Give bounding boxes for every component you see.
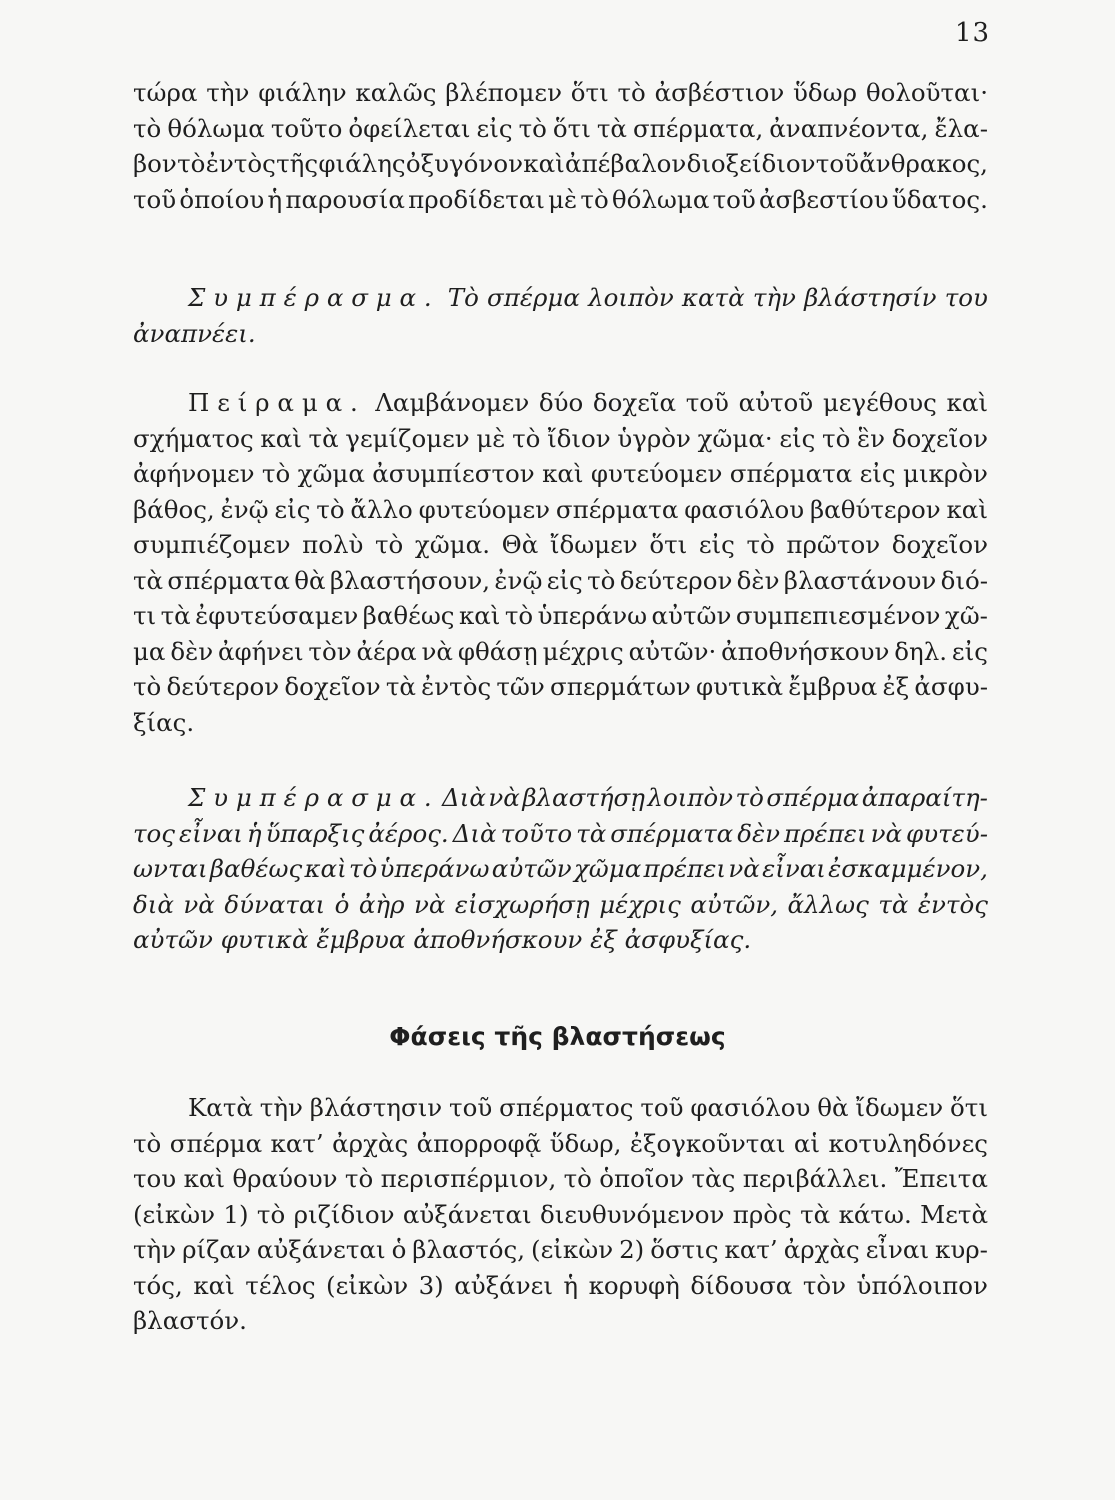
word: 3) — [418, 1270, 444, 1300]
text-line — [133, 669, 988, 705]
word: ἐξογκοῦνται — [629, 1128, 786, 1158]
word: τοῦ — [640, 1093, 684, 1122]
word: καὶ — [193, 1270, 235, 1300]
word: φυτικὰ — [220, 925, 309, 954]
word: εἰς — [859, 459, 896, 488]
word: (εἰκὼν — [133, 1199, 216, 1229]
word: ὑπεράνω — [537, 601, 648, 630]
word: εἰς — [546, 565, 583, 595]
text-line — [133, 182, 988, 218]
paragraph-experiment — [133, 385, 988, 740]
word: ἐνῷ — [494, 565, 543, 595]
text-line — [133, 851, 988, 887]
word: περισπέρμιον, — [380, 1164, 557, 1193]
lead-word: Συμπέρασμα. — [188, 783, 440, 812]
word: καὶ — [183, 1164, 226, 1193]
word: φθάσῃ — [457, 636, 538, 666]
word: ἀρχὰς — [332, 1128, 409, 1158]
conclusion-respiration — [133, 280, 988, 351]
text-line — [133, 316, 988, 352]
word: σπέρματα — [610, 818, 734, 848]
text-line — [133, 385, 988, 421]
conclusion-air — [133, 780, 988, 958]
word: πρέπει — [643, 854, 727, 883]
word: νὰ — [413, 889, 446, 919]
word: καὶ — [542, 459, 584, 488]
word: αὐτῶν· — [628, 636, 717, 666]
word: βλαστός, — [412, 1235, 526, 1264]
word: γεμίζομεν — [345, 423, 470, 453]
word: αὐξάνεται — [402, 1199, 532, 1229]
word: ἀπέβαλον — [565, 149, 687, 178]
word: φυτεύ- — [906, 818, 988, 848]
word: μέχρις — [599, 889, 681, 919]
word: ἐντὸς — [205, 149, 276, 178]
word: δὲν — [170, 636, 214, 666]
word: πρέπει — [784, 818, 867, 848]
word: τὸ — [512, 423, 541, 453]
word: σπερμάτων — [550, 672, 691, 701]
word: ὀξυγόνον — [405, 149, 523, 178]
word: ἀποθνήσκουν — [413, 925, 583, 954]
word: ἐσκαμμένον, — [828, 854, 988, 883]
word: νὰ — [183, 889, 215, 919]
word: δὲν — [736, 565, 780, 595]
word: αὐξάνεται — [256, 1235, 386, 1264]
word: ἴδωμεν — [855, 1093, 944, 1122]
word: δοχεῖον — [891, 530, 988, 559]
word: κορυφὴ — [588, 1270, 680, 1300]
word: νὰ — [421, 636, 453, 666]
word: κυρ- — [935, 1235, 988, 1264]
word: εἰς — [274, 494, 311, 524]
word: ἀποθνήσκουν — [721, 636, 890, 666]
word: νὰ — [488, 783, 520, 812]
word: ἀέρα — [356, 636, 417, 666]
word: ἀσφυξίας. — [624, 925, 752, 954]
word: τοῦτο — [270, 113, 343, 143]
word: τὸ — [617, 78, 646, 107]
text-line — [133, 75, 988, 111]
word: ὕπαρξις — [265, 818, 365, 848]
word: τὰ — [878, 889, 909, 919]
word: δίδουσα — [690, 1270, 793, 1300]
word: δύο — [538, 388, 584, 417]
text-line — [133, 421, 988, 457]
word: φυτεύομεν — [418, 494, 551, 524]
lead-word: Πείραμα. — [188, 388, 366, 417]
text-line — [133, 780, 988, 816]
word: τέλος — [245, 1270, 316, 1300]
text-line — [133, 1232, 988, 1268]
word: τοῦ — [685, 388, 729, 417]
text-line — [133, 598, 988, 634]
word: κάτω. — [838, 1199, 912, 1229]
word: σπέρμα — [487, 283, 580, 312]
word: μικρὸν — [903, 459, 988, 488]
word: ἀὴρ — [358, 889, 405, 919]
word: τὰ — [596, 113, 627, 143]
word: τι — [133, 601, 157, 630]
word: χῶ- — [944, 601, 988, 630]
word: ρίζαν — [182, 1235, 251, 1264]
text-line — [133, 887, 988, 923]
paragraph-germination-phases — [133, 1090, 988, 1339]
word: δὲν — [737, 818, 781, 848]
word: ἐντὸς — [917, 889, 988, 919]
word: χῶμα· — [697, 423, 773, 453]
word: διό- — [940, 565, 988, 595]
word: εἰσχωρήσῃ — [454, 889, 590, 919]
word: φιάλης — [318, 149, 406, 178]
word: καλῶς — [355, 78, 437, 107]
word: βάθος, — [133, 494, 215, 524]
word: θὰ — [817, 1093, 849, 1122]
word: τὸ — [504, 601, 534, 630]
word: τὸ — [822, 423, 851, 453]
word: ὅστις — [650, 1235, 719, 1264]
word: σπέρματα — [167, 565, 290, 595]
word: σχήματος — [133, 423, 254, 453]
word: μέχρις — [542, 636, 624, 666]
word: θραύουν — [232, 1164, 338, 1193]
word: πρὸς — [732, 1199, 792, 1229]
text-line — [133, 1268, 988, 1304]
word: τὸ — [587, 565, 616, 595]
word: ριζίδιον — [293, 1199, 395, 1229]
word: ἀέρος. — [368, 818, 449, 848]
word: αὐτῶν — [133, 925, 213, 954]
word: αὐτῶν — [651, 601, 732, 630]
section-heading: Φάσεις τῆς βλαστήσεως — [389, 1022, 726, 1051]
word: τὴν — [206, 78, 250, 107]
word: σπέρματος — [499, 1093, 634, 1122]
word: τὸ — [256, 1199, 286, 1229]
word: ὀφείλεται — [348, 113, 471, 143]
page-number: 13 — [955, 18, 991, 48]
word: αὐξάνει — [454, 1270, 553, 1300]
text-line — [133, 563, 988, 599]
word: βλαστήσῃ — [522, 783, 645, 812]
word: αὐτοῦ — [738, 388, 814, 417]
word: τὸ — [133, 1128, 162, 1158]
word: τοῦτο — [500, 818, 573, 848]
word: τὴν — [133, 1235, 177, 1264]
word: ἄλλο — [350, 494, 413, 524]
word: πολὺ — [302, 530, 364, 559]
word: τος — [133, 818, 176, 848]
word: βλέπομεν — [445, 78, 562, 107]
word: λοιπὸν — [588, 283, 674, 312]
word: κατὰ — [681, 283, 745, 312]
word: φιάλην — [258, 78, 347, 107]
word: ὑπόλοιπον — [856, 1270, 988, 1300]
word: τὸ — [518, 113, 547, 143]
word: καὶ — [458, 601, 501, 630]
word: διοξείδιον — [686, 149, 816, 178]
text-line — [133, 816, 988, 852]
word: περιβάλλει. — [742, 1164, 888, 1193]
word: ἓν — [856, 423, 886, 453]
word: του — [944, 283, 988, 312]
word: τὸ — [133, 672, 162, 701]
word: δοχεῖον — [284, 672, 381, 701]
word: βλαστήσουν, — [329, 565, 491, 595]
word: Κατὰ — [188, 1093, 253, 1122]
word: τῶν — [496, 672, 545, 701]
word: Διὰ — [442, 783, 486, 812]
text-line — [133, 111, 988, 147]
word: θόλωμα — [611, 184, 710, 214]
word: ὑγρὸν — [617, 423, 691, 453]
text-line — [133, 1197, 988, 1233]
word: Διὰ — [452, 818, 497, 848]
word: ὕδωρ, — [549, 1128, 622, 1158]
text-line — [133, 527, 988, 563]
word: ἐνῷ — [220, 494, 269, 524]
word: Λαμβάνομεν — [375, 388, 530, 417]
word: καὶ — [946, 494, 988, 524]
word: καὶ — [260, 423, 302, 453]
word: τὸ — [344, 1164, 374, 1193]
word: φασιόλου — [684, 494, 805, 524]
word: φυτεύομεν — [590, 459, 723, 488]
word: καὶ — [523, 149, 565, 178]
word: τὰ — [576, 818, 607, 848]
word: τὸ — [374, 530, 404, 559]
word: διὰ — [133, 889, 174, 919]
text-line — [133, 146, 988, 182]
word: ἔλα- — [934, 113, 988, 143]
word: βλαστάνουν — [783, 565, 937, 595]
paragraph-closing-experiment — [133, 75, 988, 217]
word: ἴδιον — [547, 423, 611, 453]
word: νὰ — [870, 818, 903, 848]
word: κατ’ — [724, 1235, 778, 1264]
word: τοῦ — [815, 149, 859, 178]
word: αὐτῶν, — [690, 889, 778, 919]
word: (εἰκὼν — [326, 1270, 409, 1300]
word: τὰ — [308, 423, 339, 453]
word: τὸ — [177, 149, 206, 178]
word: τοῦ — [449, 1093, 493, 1122]
word: προδίδεται — [408, 184, 545, 214]
word: ἐφυτεύσαμεν — [195, 601, 359, 630]
word: βαθέως — [362, 601, 455, 630]
word: τοῦ — [133, 184, 177, 214]
word: δηλ. — [894, 636, 948, 666]
word: ὁ — [391, 1235, 407, 1264]
word: τοῦ — [712, 184, 756, 214]
word: ἀφήνομεν — [133, 459, 255, 488]
word: λοιπὸν — [647, 783, 734, 812]
word: τὸ — [348, 854, 378, 883]
word: κοτυληδόνες — [828, 1128, 988, 1158]
word: ὕδωρ — [793, 78, 858, 107]
word: κατ’ — [270, 1128, 324, 1158]
word: ἀσυμπίεστον — [372, 459, 535, 488]
text-line — [133, 456, 988, 492]
word: αἱ — [793, 1128, 821, 1158]
word: καὶ — [304, 854, 347, 883]
word: τὸν — [308, 636, 352, 666]
word: βαθέως — [209, 854, 303, 883]
word: σπέρμα — [766, 783, 860, 812]
text-line — [133, 1303, 988, 1339]
word: φυτικὰ — [696, 672, 784, 701]
word: τὰς — [691, 1164, 736, 1193]
word: εἰς — [779, 423, 816, 453]
word: ἀπορροφᾷ — [416, 1128, 542, 1158]
text-line — [133, 705, 988, 741]
word: ὑπεράνω — [379, 854, 490, 883]
word: τὸ — [261, 459, 291, 488]
text-line — [133, 1161, 988, 1197]
word: (εἰκὼν — [531, 1235, 614, 1264]
word: Μετὰ — [920, 1199, 988, 1229]
word: συμπιέζομεν — [133, 530, 291, 559]
word: εἶναι — [179, 818, 243, 848]
word: βλάστησιν — [309, 1093, 443, 1122]
word: 1) — [223, 1199, 249, 1229]
word: μὲ — [548, 184, 578, 214]
word: ἀναπνέει. — [133, 318, 256, 348]
word: εἰς — [951, 636, 988, 666]
word: χῶμα — [297, 459, 365, 488]
word: θόλωμα — [167, 113, 265, 143]
word: ξίας. — [133, 707, 195, 737]
word: χῶμα. — [414, 530, 490, 559]
word: μὲ — [476, 423, 506, 453]
word: θὰ — [294, 565, 326, 595]
word: τὰ — [800, 1199, 831, 1229]
word: ἀσβεστίου — [759, 184, 889, 214]
word: ἴδωμεν — [549, 530, 638, 559]
word: ὁ — [334, 889, 350, 919]
word: ἔμβρυα — [788, 672, 878, 701]
word: Τὸ — [447, 283, 479, 312]
word: βαθύτερον — [809, 494, 941, 524]
word: ωνται — [133, 854, 208, 883]
word: χῶμα — [573, 854, 642, 883]
word: βλάστησίν — [804, 283, 937, 312]
word: ἀρχὰς — [783, 1235, 860, 1264]
word: τὰ — [133, 565, 164, 595]
word: ὁποίου — [179, 184, 265, 214]
word: ὕδατος. — [891, 184, 988, 214]
word: δοχεῖα — [592, 388, 677, 417]
lead-word: Συμπέρασμα. — [188, 283, 440, 312]
text-line — [133, 280, 988, 316]
word: συμπεπιεσμένον — [735, 601, 941, 630]
word: ἡ — [246, 818, 262, 848]
word: του — [133, 1164, 177, 1193]
word: νὰ — [728, 854, 760, 883]
text-line — [133, 1090, 988, 1126]
word: ἀφήνει — [217, 636, 304, 666]
word: δεύτερον — [619, 565, 733, 595]
word: ὅτι — [552, 113, 591, 143]
word: τὸ — [563, 1164, 592, 1193]
word: ὅτι — [649, 530, 688, 559]
word: τὸ — [133, 113, 162, 143]
word: ἀναπνέοντα, — [769, 113, 929, 143]
word: δοχεῖον — [891, 423, 988, 453]
word: ἀπαραίτη- — [861, 783, 988, 812]
word: εἰς — [476, 113, 513, 143]
word: τὸ — [746, 530, 775, 559]
word: τὸν — [802, 1270, 847, 1300]
word: βλαστόν. — [133, 1306, 247, 1335]
word: ἡ — [267, 184, 283, 214]
word: ἀσβέστιον — [654, 78, 785, 107]
word: τώρα — [133, 78, 198, 107]
word: πρῶτον — [786, 530, 881, 559]
word: ἀσφυ- — [914, 672, 988, 701]
word: εἶναι — [762, 854, 826, 883]
word: φασιόλου — [690, 1093, 811, 1122]
word: ἡ — [563, 1270, 579, 1300]
text-line — [133, 922, 988, 958]
word: Ἔπειτα — [894, 1164, 988, 1193]
word: τὸ — [580, 184, 609, 214]
word: βον — [133, 149, 177, 178]
word: ὅτι — [570, 78, 609, 107]
word: δύναται — [224, 889, 326, 919]
word: μεγέθους — [822, 388, 937, 417]
word: Θὰ — [501, 530, 539, 559]
word: εἰς — [698, 530, 735, 559]
word: ἔμβρυα — [316, 925, 406, 954]
word: τὸ — [316, 494, 345, 524]
word: ὁποῖον — [599, 1164, 685, 1193]
word: σπέρματα — [729, 459, 853, 488]
word: τὰ — [160, 601, 191, 630]
word: μα — [133, 636, 166, 666]
word: καὶ — [946, 388, 988, 417]
word: ἐντὸς — [421, 672, 492, 701]
word: θολοῦται· — [865, 78, 988, 107]
word: 2) — [619, 1235, 645, 1264]
word: ἄνθρακος, — [859, 149, 988, 178]
word: τὰ — [385, 672, 416, 701]
word: δεύτερον — [166, 672, 280, 701]
word: ἄλλως — [787, 889, 869, 919]
word: ὅτι — [950, 1093, 988, 1122]
word: τὸ — [735, 783, 764, 812]
word: διευθυνόμενον — [540, 1199, 725, 1229]
text-line — [133, 1126, 988, 1162]
word: τῆς — [276, 149, 319, 178]
text-line — [133, 634, 988, 670]
word: τὴν — [259, 1093, 303, 1122]
word: ἐξ — [590, 925, 617, 954]
word: παρουσία — [285, 184, 405, 214]
word: σπέρματα — [555, 494, 679, 524]
word: τός, — [133, 1270, 183, 1300]
word: ἐξ — [882, 672, 910, 701]
word: σπέρμα — [169, 1128, 263, 1158]
word: εἶναι — [865, 1235, 930, 1264]
word: σπέρματα, — [632, 113, 764, 143]
word: τὴν — [752, 283, 796, 312]
word: αὐτῶν — [491, 854, 572, 883]
text-line — [133, 492, 988, 528]
